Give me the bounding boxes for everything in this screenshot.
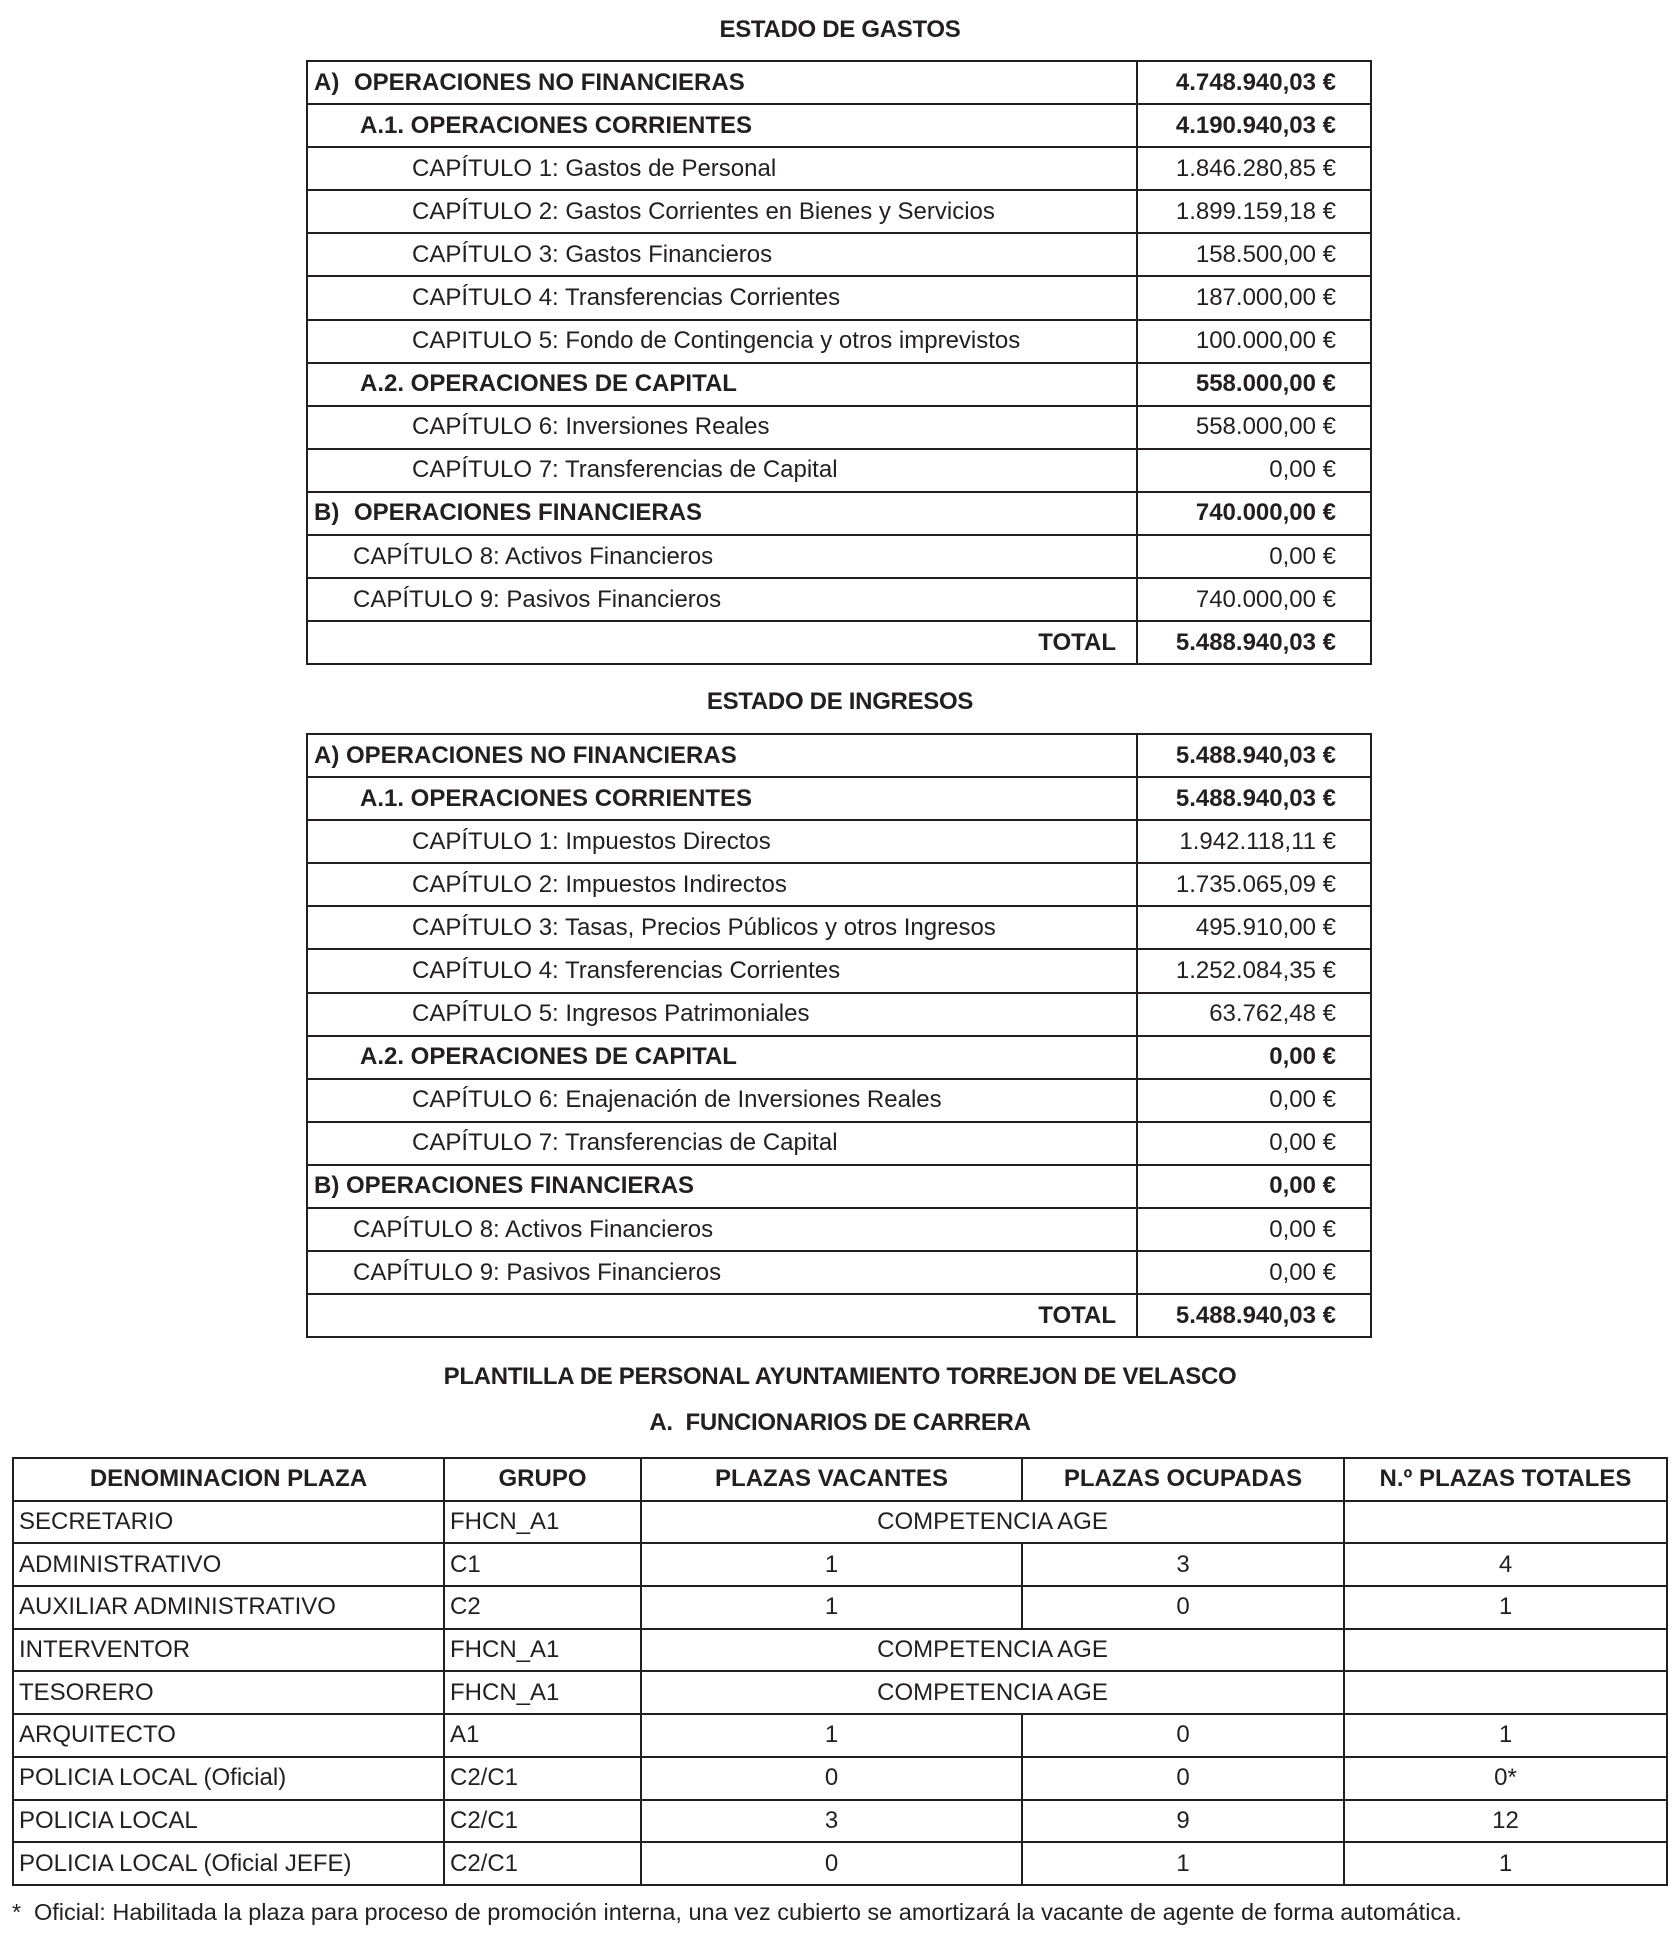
gastos-title: ESTADO DE GASTOS [719,16,961,43]
gastos-row [307,406,1371,449]
row-label-cell [307,621,1137,664]
row-label: OPERACIONES FINANCIERAS [354,499,703,527]
row-label: CAPÍTULO 1: Gastos de Personal [412,154,777,182]
row-label: CAPÍTULO 2: Impuestos Indirectos [412,870,787,898]
row-prefix: A) [314,741,340,769]
row-amount: 1.942.118,11 € [1137,820,1371,863]
plaza-name: SECRETARIO [13,1501,444,1544]
row-label-cell [307,993,1137,1036]
plaza-totales [1344,1501,1667,1544]
plaza-totales: 4 [1344,1543,1667,1586]
plaza-group: C1 [444,1543,641,1586]
ingresos-row [307,1251,1371,1294]
plaza-group: C2 [444,1586,641,1629]
row-label-cell [307,1251,1137,1294]
plaza-ocupadas: 3 [1022,1543,1344,1586]
plantilla-subtitle: A. FUNCIONARIOS DE CARRERA [649,1409,1031,1436]
ingresos-row [307,777,1371,820]
row-label: CAPÍTULO 4: Transferencias Corrientes [412,284,841,312]
ingresos-table-body [307,734,1371,1337]
row-label-cell [307,1079,1137,1122]
row-label: CAPÍTULO 6: Enajenación de Inversiones Reales [412,1086,942,1114]
row-label-cell [307,863,1137,906]
row-label-cell [307,492,1137,535]
row-label: CAPÍTULO 6: Inversiones Reales [412,413,770,441]
ingresos-row [307,1165,1371,1208]
plaza-vacantes: 0 [641,1757,1022,1800]
row-label-cell [307,233,1137,276]
row-prefix: A) [314,68,340,96]
row-label: CAPÍTULO 9: Pasivos Financieros [353,1258,722,1286]
row-label: CAPÍTULO 4: Transferencias Corrientes [412,957,841,985]
plaza-group: FHCN_A1 [444,1501,641,1544]
row-amount: 0,00 € [1137,1036,1371,1079]
row-label: A.1. OPERACIONES CORRIENTES [360,784,753,812]
row-amount: 158.500,00 € [1137,233,1371,276]
plaza-vacantes: 0 [641,1842,1022,1885]
row-label: A.2. OPERACIONES DE CAPITAL [360,370,737,398]
row-amount: 558.000,00 € [1137,363,1371,406]
ingresos-row [307,1036,1371,1079]
ingresos-row [307,1122,1371,1165]
plaza-vacantes: 1 [641,1543,1022,1586]
row-amount: 1.846.280,85 € [1137,147,1371,190]
footnote [12,1898,1462,1926]
row-label: CAPÍTULO 7: Transferencias de Capital [412,456,838,484]
row-amount: 1.252.084,35 € [1137,949,1371,992]
plaza-name: POLICIA LOCAL [13,1800,444,1843]
row-amount: 1.735.065,09 € [1137,863,1371,906]
gastos-row [307,276,1371,319]
row-label: CAPÍTULO 2: Gastos Corrientes en Bienes y Servicios [412,197,995,225]
plaza-name: POLICIA LOCAL (Oficial JEFE) [13,1842,444,1885]
row-label-cell [307,906,1137,949]
row-amount: 0,00 € [1137,1208,1371,1251]
plantilla-table [12,1457,1668,1886]
plaza-group: FHCN_A1 [444,1671,641,1714]
row-amount: 5.488.940,03 € [1137,1294,1371,1337]
gastos-row [307,449,1371,492]
footnote-marker: * [12,1899,22,1925]
row-label: TOTAL [1038,1301,1116,1329]
ingresos-table [306,733,1372,1338]
row-label-cell [307,578,1137,621]
row-label-cell [307,104,1137,147]
ingresos-row [307,949,1371,992]
row-label-cell [307,535,1137,578]
ingresos-row [307,863,1371,906]
header-vacantes: PLAZAS VACANTES [641,1458,1022,1501]
ingresos-row [307,906,1371,949]
row-label-cell [307,1122,1137,1165]
row-amount: 0,00 € [1137,1122,1371,1165]
row-amount: 100.000,00 € [1137,320,1371,363]
row-label-cell [307,190,1137,233]
row-label: CAPÍTULO 5: Ingresos Patrimoniales [412,1000,810,1028]
row-label: OPERACIONES NO FINANCIERAS [346,741,737,769]
row-label-cell [307,1208,1137,1251]
plaza-group: FHCN_A1 [444,1629,641,1672]
header-totales: N.º PLAZAS TOTALES [1344,1458,1667,1501]
row-label: CAPÍTULO 9: Pasivos Financieros [353,585,722,613]
row-label-cell [307,1165,1137,1208]
plaza-ocupadas: 1 [1022,1842,1344,1885]
ingresos-row [307,734,1371,777]
row-amount: 5.488.940,03 € [1137,734,1371,777]
plaza-totales: 1 [1344,1586,1667,1629]
header-denominacion: DENOMINACION PLAZA [13,1458,444,1501]
row-amount: 0,00 € [1137,1079,1371,1122]
row-label-cell [307,1294,1137,1337]
plantilla-header-row [13,1458,1667,1501]
row-label-cell [307,406,1137,449]
plantilla-table-body [13,1501,1667,1885]
plantilla-row [13,1629,1667,1672]
row-label-cell [307,820,1137,863]
plantilla-row [13,1671,1667,1714]
plantilla-row [13,1586,1667,1629]
gastos-row [307,578,1371,621]
plaza-totales [1344,1629,1667,1672]
row-prefix: B) [314,1172,340,1200]
plaza-totales: 1 [1344,1842,1667,1885]
plaza-group: C2/C1 [444,1800,641,1843]
plaza-vacantes: 3 [641,1800,1022,1843]
plaza-competencia: COMPETENCIA AGE [641,1671,1344,1714]
gastos-row [307,535,1371,578]
row-amount: 0,00 € [1137,1251,1371,1294]
row-amount: 4.190.940,03 € [1137,104,1371,147]
plaza-name: AUXILIAR ADMINISTRATIVO [13,1586,444,1629]
plaza-group: C2/C1 [444,1757,641,1800]
row-amount: 740.000,00 € [1137,492,1371,535]
plaza-ocupadas: 9 [1022,1800,1344,1843]
row-label: OPERACIONES FINANCIERAS [346,1172,695,1200]
row-label: CAPITULO 5: Fondo de Contingencia y otros imprevistos [412,327,1021,355]
plaza-group: C2/C1 [444,1842,641,1885]
row-label: CAPÍTULO 1: Impuestos Directos [412,827,771,855]
row-label-cell [307,734,1137,777]
plaza-group: A1 [444,1714,641,1757]
row-amount: 0,00 € [1137,1165,1371,1208]
row-amount: 0,00 € [1137,449,1371,492]
row-label-cell [307,949,1137,992]
plaza-totales: 0* [1344,1757,1667,1800]
plaza-name: ARQUITECTO [13,1714,444,1757]
row-label-cell [307,61,1137,104]
gastos-row [307,190,1371,233]
gastos-row [307,147,1371,190]
gastos-table [306,60,1372,665]
row-label: CAPÍTULO 8: Activos Financieros [353,542,714,570]
row-amount: 187.000,00 € [1137,276,1371,319]
plantilla-title: PLANTILLA DE PERSONAL AYUNTAMIENTO TORREJON DE VELASCO [443,1363,1237,1390]
row-label: CAPÍTULO 7: Transferencias de Capital [412,1129,838,1157]
plantilla-row [13,1842,1667,1885]
plaza-name: INTERVENTOR [13,1629,444,1672]
gastos-row [307,320,1371,363]
row-label-cell [307,147,1137,190]
plaza-ocupadas: 0 [1022,1757,1344,1800]
header-grupo: GRUPO [444,1458,641,1501]
row-label-cell [307,320,1137,363]
plantilla-row [13,1501,1667,1544]
row-label: OPERACIONES NO FINANCIERAS [354,68,745,96]
row-amount: 5.488.940,03 € [1137,777,1371,820]
row-amount: 1.899.159,18 € [1137,190,1371,233]
row-amount: 495.910,00 € [1137,906,1371,949]
row-amount: 63.762,48 € [1137,993,1371,1036]
plaza-competencia: COMPETENCIA AGE [641,1501,1344,1544]
plaza-name: TESORERO [13,1671,444,1714]
plaza-totales: 12 [1344,1800,1667,1843]
row-label-cell [307,1036,1137,1079]
gastos-row [307,492,1371,535]
plaza-vacantes: 1 [641,1586,1022,1629]
row-amount: 4.748.940,03 € [1137,61,1371,104]
row-label: A.1. OPERACIONES CORRIENTES [360,111,753,139]
row-amount: 5.488.940,03 € [1137,621,1371,664]
gastos-total-row [307,621,1371,664]
row-label: A.2. OPERACIONES DE CAPITAL [360,1043,737,1071]
row-label: TOTAL [1038,628,1116,656]
plaza-vacantes: 1 [641,1714,1022,1757]
ingresos-row [307,1079,1371,1122]
row-prefix: B) [314,499,340,527]
row-label: CAPÍTULO 8: Activos Financieros [353,1215,714,1243]
plantilla-row [13,1800,1667,1843]
ingresos-title: ESTADO DE INGRESOS [706,688,974,715]
plaza-name: ADMINISTRATIVO [13,1543,444,1586]
plaza-totales [1344,1671,1667,1714]
gastos-row [307,233,1371,276]
ingresos-row [307,993,1371,1036]
row-amount: 558.000,00 € [1137,406,1371,449]
header-ocupadas: PLAZAS OCUPADAS [1022,1458,1344,1501]
row-label-cell [307,276,1137,319]
row-label: CAPÍTULO 3: Gastos Financieros [412,240,773,268]
gastos-row [307,104,1371,147]
plantilla-row [13,1714,1667,1757]
plaza-name: POLICIA LOCAL (Oficial) [13,1757,444,1800]
row-label-cell [307,449,1137,492]
row-amount: 0,00 € [1137,535,1371,578]
ingresos-total-row [307,1294,1371,1337]
plaza-ocupadas: 0 [1022,1714,1344,1757]
row-label-cell [307,777,1137,820]
plantilla-row [13,1543,1667,1586]
gastos-table-body [307,61,1371,664]
ingresos-row [307,1208,1371,1251]
row-amount: 740.000,00 € [1137,578,1371,621]
plantilla-row [13,1757,1667,1800]
plaza-totales: 1 [1344,1714,1667,1757]
ingresos-row [307,820,1371,863]
gastos-row [307,61,1371,104]
plaza-competencia: COMPETENCIA AGE [641,1629,1344,1672]
plaza-ocupadas: 0 [1022,1586,1344,1629]
row-label: CAPÍTULO 3: Tasas, Precios Públicos y otros Ingresos [412,913,996,941]
footnote-text: Oficial: Habilitada la plaza para proceso de promoción interna, una vez cubierto se amortizará la vacante de agente de forma automática. [34,1899,1462,1925]
gastos-row [307,363,1371,406]
row-label-cell [307,363,1137,406]
